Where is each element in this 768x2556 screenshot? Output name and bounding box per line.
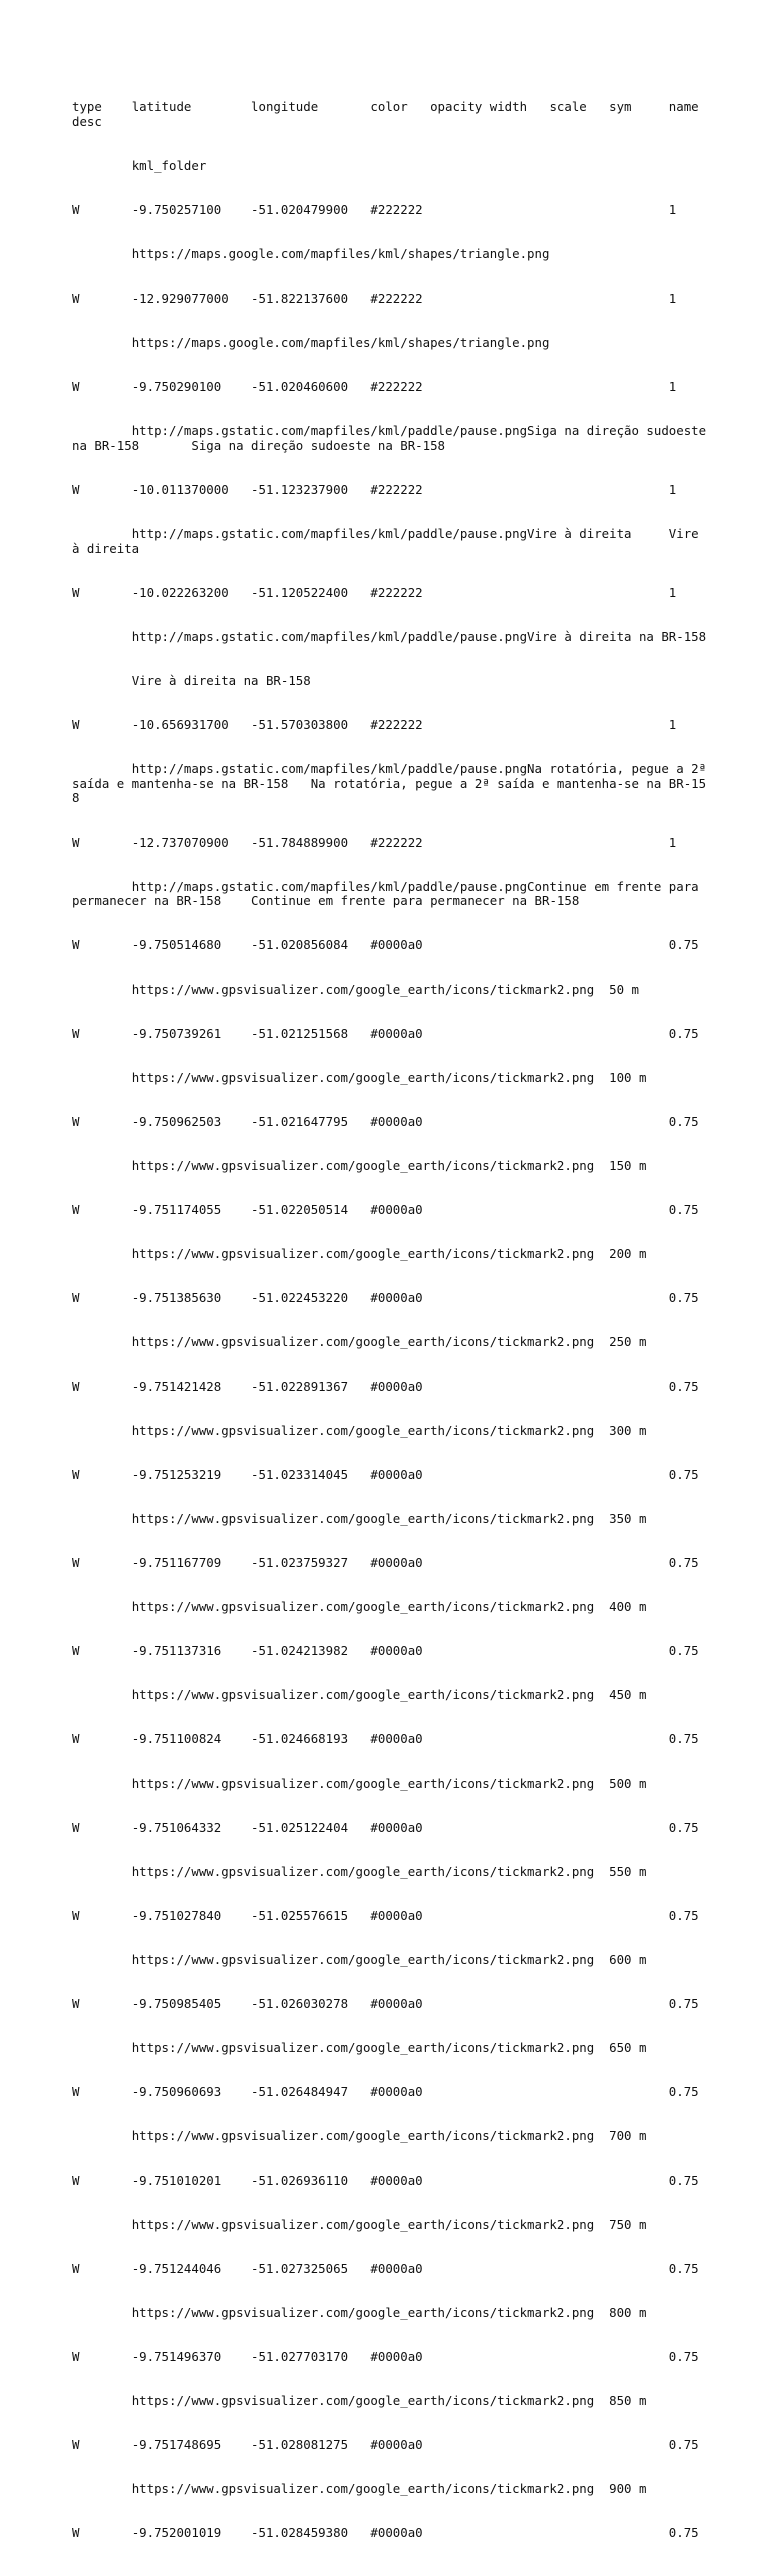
waypoint-row: W -9.750290100 -51.020460600 #222222 1 <box>72 378 677 394</box>
icon-url-line: https://www.gpsvisualizer.com/google_earth/icons/tickmark2.png 350 m <box>72 1510 647 1526</box>
icon-url-line: https://www.gpsvisualizer.com/google_earth/icons/tickmark2.png 450 m <box>72 1687 647 1703</box>
icon-url-line: https://www.gpsvisualizer.com/google_earth/icons/tickmark2.png 500 m <box>72 1775 647 1791</box>
waypoint-row: W -9.751064332 -51.025122404 #0000a0 0.75 <box>72 1819 699 1835</box>
text-line: Vire à direita na BR-158 <box>72 672 311 688</box>
icon-url-line: https://www.gpsvisualizer.com/google_earth/icons/tickmark2.png 200 m <box>72 1246 647 1262</box>
waypoint-row: W -9.751100824 -51.024668193 #0000a0 0.75 <box>72 1731 699 1747</box>
waypoint-row: W -9.752001019 -51.028459380 #0000a0 0.75 <box>72 2525 699 2541</box>
waypoint-row: W -9.751167709 -51.023759327 #0000a0 0.75 <box>72 1555 699 1571</box>
waypoint-row: W -9.750257100 -51.020479900 #222222 1 <box>72 202 677 218</box>
icon-url-line: https://www.gpsvisualizer.com/google_earth/icons/tickmark2.png 250 m <box>72 1334 647 1350</box>
icon-url-line: https://www.gpsvisualizer.com/google_earth/icons/tickmark2.png 800 m <box>72 2304 647 2320</box>
icon-url-line: https://maps.google.com/mapfiles/kml/shapes/triangle.png <box>72 334 550 350</box>
text-line: kml_folder <box>72 158 207 174</box>
waypoint-row: W -9.751137316 -51.024213982 #0000a0 0.75 <box>72 1643 699 1659</box>
waypoint-row: W -12.737070900 -51.784889900 #222222 1 <box>72 834 677 850</box>
icon-url-line: https://www.gpsvisualizer.com/google_earth/icons/tickmark2.png 900 m <box>72 2481 647 2497</box>
icon-url-line: http://maps.gstatic.com/mapfiles/kml/paddle/pause.pngSiga na direção sudoeste na BR-158 Siga na direção sudoeste na BR-158 <box>72 422 714 453</box>
document-body <box>72 71 729 2556</box>
icon-url-line: https://www.gpsvisualizer.com/google_earth/icons/tickmark2.png 100 m <box>72 1069 647 1085</box>
icon-url-line: https://www.gpsvisualizer.com/google_earth/icons/tickmark2.png 300 m <box>72 1422 647 1438</box>
icon-url-line: http://maps.gstatic.com/mapfiles/kml/paddle/pause.pngVire à direita Vire à direita <box>72 525 707 556</box>
waypoint-row: W -9.751385630 -51.022453220 #0000a0 0.75 <box>72 1290 699 1306</box>
waypoint-row: W -9.751010201 -51.026936110 #0000a0 0.75 <box>72 2172 699 2188</box>
waypoint-row: W -10.022263200 -51.120522400 #222222 1 <box>72 584 677 600</box>
waypoint-row: W -9.751496370 -51.027703170 #0000a0 0.75 <box>72 2348 699 2364</box>
icon-url-line: https://www.gpsvisualizer.com/google_earth/icons/tickmark2.png 750 m <box>72 2216 647 2232</box>
icon-url-line: https://www.gpsvisualizer.com/google_earth/icons/tickmark2.png 650 m <box>72 2040 647 2056</box>
waypoint-row: W -10.011370000 -51.123237900 #222222 1 <box>72 481 677 497</box>
waypoint-row: W -9.750960693 -51.026484947 #0000a0 0.75 <box>72 2084 699 2100</box>
waypoint-row: W -9.750962503 -51.021647795 #0000a0 0.75 <box>72 1113 699 1129</box>
waypoint-row: W -9.751174055 -51.022050514 #0000a0 0.75 <box>72 1202 699 1218</box>
icon-url-line: http://maps.gstatic.com/mapfiles/kml/paddle/pause.pngVire à direita na BR-158 <box>72 628 707 644</box>
waypoint-row: W -12.929077000 -51.822137600 #222222 1 <box>72 290 677 306</box>
waypoint-row: W -9.751244046 -51.027325065 #0000a0 0.75 <box>72 2260 699 2276</box>
icon-url-line: https://www.gpsvisualizer.com/google_earth/icons/tickmark2.png 150 m <box>72 1158 647 1174</box>
icon-url-line: http://maps.gstatic.com/mapfiles/kml/paddle/pause.pngContinue em frente para permanecer na BR-158 Continue em frente para permanecer na BR-158 <box>72 878 707 909</box>
waypoint-row: W -9.750985405 -51.026030278 #0000a0 0.75 <box>72 1996 699 2012</box>
waypoint-row: W -9.751253219 -51.023314045 #0000a0 0.75 <box>72 1466 699 1482</box>
waypoint-row: W -9.751748695 -51.028081275 #0000a0 0.75 <box>72 2437 699 2453</box>
icon-url-line: https://www.gpsvisualizer.com/google_earth/icons/tickmark2.png 850 m <box>72 2393 647 2409</box>
icon-url-line: https://www.gpsvisualizer.com/google_earth/icons/tickmark2.png 700 m <box>72 2128 647 2144</box>
icon-url-line: https://www.gpsvisualizer.com/google_earth/icons/tickmark2.png 50 m <box>72 981 639 997</box>
icon-url-line: http://maps.gstatic.com/mapfiles/kml/paddle/pause.pngNa rotatória, pegue a 2ª saída e mantenha-se na BR-158 Na rotatória, pegue a 2ª saída e mantenha-se na BR-158 <box>72 761 714 806</box>
waypoint-row: W -9.751421428 -51.022891367 #0000a0 0.75 <box>72 1378 699 1394</box>
waypoint-row: W -9.750739261 -51.021251568 #0000a0 0.75 <box>72 1025 699 1041</box>
icon-url-line: https://maps.google.com/mapfiles/kml/shapes/triangle.png <box>72 246 550 262</box>
waypoint-row: W -9.751027840 -51.025576615 #0000a0 0.75 <box>72 1907 699 1923</box>
icon-url-line: https://www.gpsvisualizer.com/google_earth/icons/tickmark2.png 550 m <box>72 1863 647 1879</box>
waypoint-row: W -10.656931700 -51.570303800 #222222 1 <box>72 716 677 732</box>
icon-url-line: https://www.gpsvisualizer.com/google_earth/icons/tickmark2.png 600 m <box>72 1952 647 1967</box>
icon-url-line: https://www.gpsvisualizer.com/google_earth/icons/tickmark2.png 400 m <box>72 1599 647 1615</box>
header-row: type latitude longitude color opacity width scale sym name desc <box>72 99 729 130</box>
waypoint-row: W -9.750514680 -51.020856084 #0000a0 0.75 <box>72 937 699 953</box>
